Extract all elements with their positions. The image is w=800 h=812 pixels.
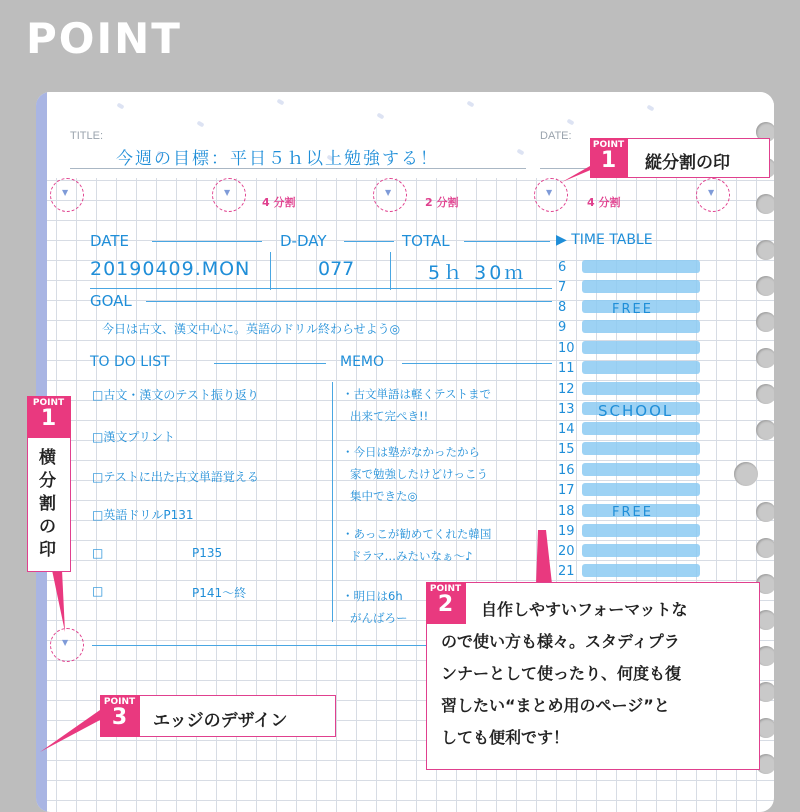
memo-line: ・古文単語は軽くテストまで xyxy=(342,387,492,401)
hour-label: 18 xyxy=(558,504,575,519)
hour-label: 17 xyxy=(558,483,575,498)
callout-text: 縦分割の印 xyxy=(645,153,730,173)
free-label: FREE xyxy=(612,302,653,317)
memo-line: がんばろー xyxy=(350,611,408,625)
hour-label: 12 xyxy=(558,382,575,397)
date-heading: DATE xyxy=(90,232,130,250)
hour-label: 20 xyxy=(558,544,575,559)
hour-label: 14 xyxy=(558,422,575,437)
memo-line: ・今日は塾がなかったから xyxy=(342,445,480,459)
callout-text-line: ンナーとして使ったり、何度も復 xyxy=(441,664,682,683)
title-label: TITLE: xyxy=(70,130,104,142)
timetable-heading: ▶ TIME TABLE xyxy=(556,232,653,248)
school-label: SCHOOL xyxy=(598,402,674,420)
hour-label: 11 xyxy=(558,361,575,376)
marker-label-half: 2 分割 xyxy=(425,196,459,209)
free-label-2: FREE xyxy=(612,505,653,520)
memo-line: ・あっこが勧めてくれた韓国 xyxy=(342,527,492,541)
marker-label-quarter: 4 分割 xyxy=(262,196,296,209)
point-badge: POINT 2 xyxy=(426,582,466,624)
todo-item: □英語ドリルP131 xyxy=(92,508,194,522)
memo-line: 集中できた◎ xyxy=(350,489,418,503)
todo-heading: TO DO LIST xyxy=(90,354,170,370)
hour-label: 6 xyxy=(558,260,567,275)
callout-point1-horizontal xyxy=(27,396,71,572)
dday-heading: D-DAY xyxy=(280,232,327,250)
goal-text: 今日は古文、漢文中心に。英語のドリル終わらせよう◎ xyxy=(102,322,401,336)
hour-label: 7 xyxy=(558,280,567,295)
callout-text-line: ので使い方も様々。スタディプラ xyxy=(441,632,680,651)
date-value: 20190409.MON xyxy=(90,258,251,280)
hour-label: 9 xyxy=(558,320,567,335)
todo-page: P141〜終 xyxy=(192,586,247,600)
memo-heading: MEMO xyxy=(340,354,385,370)
hour-label: 13 xyxy=(558,402,575,417)
callout-text-line: 習したい“まとめ用のページ”と xyxy=(441,696,670,715)
title-text: 今週の目標：平日５ｈ以上勉強する！ xyxy=(116,149,439,169)
todo-item: □テストに出た古文単語覚える xyxy=(92,470,259,484)
total-value: 5ｈ 30ｍ xyxy=(428,262,527,284)
goal-heading: GOAL xyxy=(90,292,132,310)
callout-text-line: 自作しやすいフォーマットな xyxy=(481,600,688,619)
memo-line: ドラマ…みたいなぁ〜♪ xyxy=(350,549,473,563)
total-heading: TOTAL xyxy=(402,232,450,250)
todo-item: □ xyxy=(92,584,104,598)
marker-label-three-quarter: 4 分割 xyxy=(587,196,621,209)
dday-value: 077 xyxy=(318,258,355,280)
header-title: POINT xyxy=(26,14,182,63)
todo-item: □古文・漢文のテスト振り返り xyxy=(92,388,259,402)
point-badge: POINT 3 xyxy=(100,695,140,737)
hour-label: 10 xyxy=(558,341,575,356)
todo-item: □漢文プリント xyxy=(92,430,175,444)
point-badge: POINT 1 xyxy=(590,138,628,178)
hour-label: 15 xyxy=(558,442,575,457)
callout-text: 横分割の印 xyxy=(39,448,56,560)
memo-line: ・明日は6h xyxy=(342,589,403,603)
callout-point3 xyxy=(100,695,336,737)
hour-label: 16 xyxy=(558,463,575,478)
memo-line: 家で勉強したけどけっこう xyxy=(350,467,488,481)
hour-label: 8 xyxy=(558,300,567,315)
memo-line: 出来て完ぺき!! xyxy=(350,409,429,423)
callout-point1-vertical xyxy=(590,138,770,178)
todo-page: P135 xyxy=(192,546,223,560)
callout-text-line: しても便利です！ xyxy=(441,728,570,747)
hour-label: 21 xyxy=(558,564,575,579)
point-badge: POINT 1 xyxy=(27,396,71,438)
callout-text: エッジのデザイン xyxy=(153,711,288,731)
hour-label: 19 xyxy=(558,524,575,539)
todo-item: □ xyxy=(92,546,104,560)
date-label: DATE: xyxy=(540,130,572,142)
callout-point2 xyxy=(426,582,760,770)
